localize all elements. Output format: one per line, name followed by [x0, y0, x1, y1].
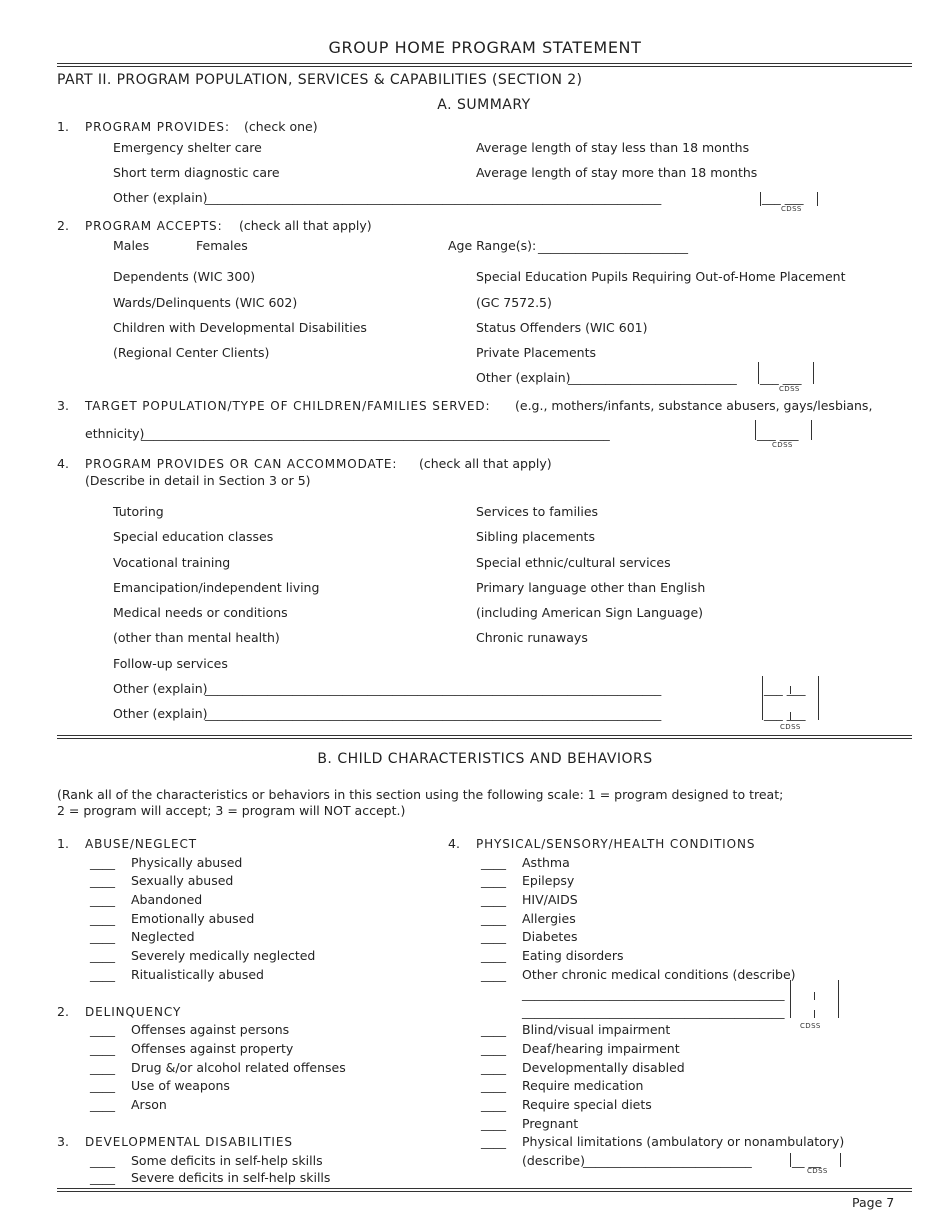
cdss-label: CDSS — [800, 1022, 821, 1030]
code-box-line: ___ ___ — [757, 426, 799, 441]
code-box-line: ___ ___ — [760, 370, 802, 385]
q4-other-label: Other (explain) — [113, 706, 208, 721]
code-box-tick — [814, 1010, 815, 1018]
q3-line[interactable]: ___________________________________________________________________________ — [141, 426, 610, 441]
divider — [57, 1188, 912, 1189]
q4-option: (including American Sign Language) — [476, 605, 704, 620]
code-box-tick — [790, 980, 791, 1018]
rank-item[interactable]: ____ Deaf/hearing impairment — [481, 1041, 680, 1056]
rank-item[interactable]: ____ Drug &/or alcohol related offenses — [90, 1060, 346, 1075]
q3-note: (e.g., mothers/infants, substance abusers, gays/lesbians, — [515, 398, 873, 413]
q4-note: (check all that apply) — [419, 456, 552, 471]
q4-other-line[interactable]: _________________________________________________________________________ — [205, 681, 662, 696]
q1-number: 1. — [57, 119, 69, 134]
rank-item[interactable]: ____ Arson — [90, 1097, 167, 1112]
q1-option[interactable]: Average length of stay less than 18 months — [476, 140, 750, 155]
rank-item[interactable]: ____ Sexually abused — [90, 873, 234, 888]
q4-option[interactable]: Sibling placements — [476, 529, 595, 544]
rank-item[interactable]: ____ Ritualistically abused — [90, 967, 264, 982]
rank-item[interactable]: ____ Asthma — [481, 855, 570, 870]
rank-item[interactable]: ____ Require medication — [481, 1078, 644, 1093]
rank-item[interactable]: ____ Emotionally abused — [90, 911, 255, 926]
code-box-line: ___ ___ — [764, 681, 806, 696]
rank-item[interactable]: ____ Pregnant — [481, 1116, 579, 1131]
instructions: 2 = program will accept; 3 = program will NOT accept.) — [57, 803, 406, 818]
divider — [57, 63, 912, 64]
divider — [57, 735, 912, 736]
q1-label: PROGRAM PROVIDES: — [85, 120, 230, 134]
q4-option[interactable]: Special ethnic/cultural services — [476, 555, 671, 570]
q4-option[interactable]: Tutoring — [113, 504, 164, 519]
age-range-line[interactable]: ________________________ — [538, 239, 688, 254]
cdss-label: CDSS — [781, 205, 802, 213]
q4-option[interactable]: Special education classes — [113, 529, 274, 544]
q1-option[interactable]: Short term diagnostic care — [113, 165, 280, 180]
q2-option[interactable]: Special Education Pupils Requiring Out-of-Home Placement — [476, 269, 846, 284]
q4-option[interactable]: Vocational training — [113, 555, 231, 570]
q4-option[interactable]: Chronic runaways — [476, 630, 588, 645]
q4-label: PROGRAM PROVIDES OR CAN ACCOMMODATE: — [85, 457, 398, 471]
q2-females[interactable]: Females — [196, 238, 248, 253]
q1-note: (check one) — [244, 119, 318, 134]
g1-number: 1. — [57, 836, 69, 851]
q1-other-label: Other (explain) — [113, 190, 208, 205]
q4-option[interactable]: Services to families — [476, 504, 599, 519]
code-box-tick — [790, 1153, 791, 1167]
q2-other-line[interactable]: ___________________________ — [568, 370, 737, 385]
rank-item[interactable]: ____ Physically abused — [90, 855, 243, 870]
rank-item[interactable]: ____ Diabetes — [481, 929, 578, 944]
q2-note: (check all that apply) — [239, 218, 372, 233]
rank-item[interactable]: ____ Physical limitations (ambulatory or nonambulatory) — [481, 1134, 845, 1149]
rank-item[interactable]: ____ HIV/AIDS — [481, 892, 578, 907]
page-title: GROUP HOME PROGRAM STATEMENT — [328, 38, 642, 57]
q2-age-label: Age Range(s): — [448, 238, 537, 253]
rank-item[interactable]: ____ Require special diets — [481, 1097, 652, 1112]
divider — [57, 1191, 912, 1192]
code-box-tick — [760, 192, 761, 206]
g3-number: 3. — [57, 1134, 69, 1149]
q1-option[interactable]: Emergency shelter care — [113, 140, 262, 155]
rank-item[interactable]: ____ Epilepsy — [481, 873, 575, 888]
q2-males[interactable]: Males — [113, 238, 150, 253]
g4-number: 4. — [448, 836, 460, 851]
q2-label: PROGRAM ACCEPTS: — [85, 219, 223, 233]
describe-label: (describe) — [522, 1153, 586, 1168]
rank-item[interactable]: ____ Other chronic medical conditions (describe) — [481, 967, 796, 982]
q3-number: 3. — [57, 398, 69, 413]
rank-item[interactable]: ____ Neglected — [90, 929, 195, 944]
code-box-tick — [814, 992, 815, 1000]
code-box-tick — [758, 362, 759, 384]
cdss-label: CDSS — [779, 385, 800, 393]
code-box-tick — [811, 420, 812, 440]
describe-line[interactable]: __________________________________________ — [522, 986, 785, 1001]
rank-item[interactable]: ____ Eating disorders — [481, 948, 624, 963]
q2-option: (Regional Center Clients) — [113, 345, 270, 360]
rank-item[interactable]: ____ Some deficits in self-help skills — [90, 1153, 323, 1168]
g4-label: PHYSICAL/SENSORY/HEALTH CONDITIONS — [476, 837, 756, 851]
code-box-tick — [762, 676, 763, 720]
q3-label: TARGET POPULATION/TYPE OF CHILDREN/FAMILIES SERVED: — [85, 399, 491, 413]
code-box-tick — [818, 676, 819, 720]
q2-option[interactable]: Private Placements — [476, 345, 596, 360]
g2-label: DELINQUENCY — [85, 1005, 182, 1019]
q2-other-label: Other (explain) — [476, 370, 571, 385]
code-box-tick — [813, 362, 814, 384]
rank-item[interactable]: ____ Offenses against property — [90, 1041, 294, 1056]
q2-option[interactable]: Children with Developmental Disabilities — [113, 320, 367, 335]
code-box-line: __ __ — [792, 1153, 821, 1168]
q4-option[interactable]: Primary language other than English — [476, 580, 706, 595]
rank-item[interactable]: ____ Blind/visual impairment — [481, 1022, 671, 1037]
q4-other-line[interactable]: _________________________________________________________________________ — [205, 706, 662, 721]
q4-option: (other than mental health) — [113, 630, 280, 645]
code-box-tick — [817, 192, 818, 206]
g2-number: 2. — [57, 1004, 69, 1019]
divider — [57, 738, 912, 739]
code-box-tick — [838, 980, 839, 1018]
code-box-line: ___ ___ — [762, 190, 804, 205]
q2-option: (GC 7572.5) — [476, 295, 552, 310]
code-box-line: ___ ___ — [764, 706, 806, 721]
rank-item[interactable]: ____ Developmentally disabled — [481, 1060, 685, 1075]
rank-item[interactable]: ____ Severely medically neglected — [90, 948, 316, 963]
describe-line[interactable]: __________________________________________ — [522, 1004, 785, 1019]
q1-option[interactable]: Average length of stay more than 18 months — [476, 165, 758, 180]
q2-option[interactable]: Wards/Delinquents (WIC 602) — [113, 295, 298, 310]
q4-option[interactable]: Emancipation/independent living — [113, 580, 320, 595]
instructions: (Rank all of the characteristics or behaviors in this section using the following scale: 1 = program designed to treat; — [57, 787, 784, 802]
cdss-label: CDSS — [780, 723, 801, 731]
section-a-heading: A. SUMMARY — [437, 97, 531, 113]
g1-label: ABUSE/NEGLECT — [85, 837, 198, 851]
rank-item[interactable]: ____ Severe deficits in self-help skills — [90, 1170, 331, 1185]
rank-item[interactable]: ____ Allergies — [481, 911, 576, 926]
divider — [57, 66, 912, 67]
part-heading: PART II. PROGRAM POPULATION, SERVICES & CAPABILITIES (SECTION 2) — [57, 72, 583, 88]
code-box-tick — [755, 420, 756, 440]
q4-option[interactable]: Medical needs or conditions — [113, 605, 288, 620]
rank-item[interactable]: ____ Use of weapons — [90, 1078, 230, 1093]
q4-option[interactable]: Follow-up services — [113, 656, 228, 671]
q4-other-label: Other (explain) — [113, 681, 208, 696]
cdss-label: CDSS — [807, 1167, 828, 1175]
page-number: Page 7 — [852, 1195, 895, 1210]
q3-cont: ethnicity) — [85, 426, 145, 441]
g3-label: DEVELOPMENTAL DISABILITIES — [85, 1135, 293, 1149]
q2-option[interactable]: Dependents (WIC 300) — [113, 269, 256, 284]
q4-sub: (Describe in detail in Section 3 or 5) — [85, 473, 311, 488]
q2-number: 2. — [57, 218, 69, 233]
cdss-label: CDSS — [772, 441, 793, 449]
q4-number: 4. — [57, 456, 69, 471]
code-box-tick — [840, 1153, 841, 1167]
rank-item[interactable]: ____ Offenses against persons — [90, 1022, 290, 1037]
describe-line[interactable]: ___________________________ — [583, 1153, 752, 1168]
rank-item[interactable]: ____ Abandoned — [90, 892, 203, 907]
q2-option[interactable]: Status Offenders (WIC 601) — [476, 320, 648, 335]
section-b-heading: B. CHILD CHARACTERISTICS AND BEHAVIORS — [317, 751, 653, 767]
q1-other-line[interactable]: _________________________________________________________________________ — [205, 190, 662, 205]
